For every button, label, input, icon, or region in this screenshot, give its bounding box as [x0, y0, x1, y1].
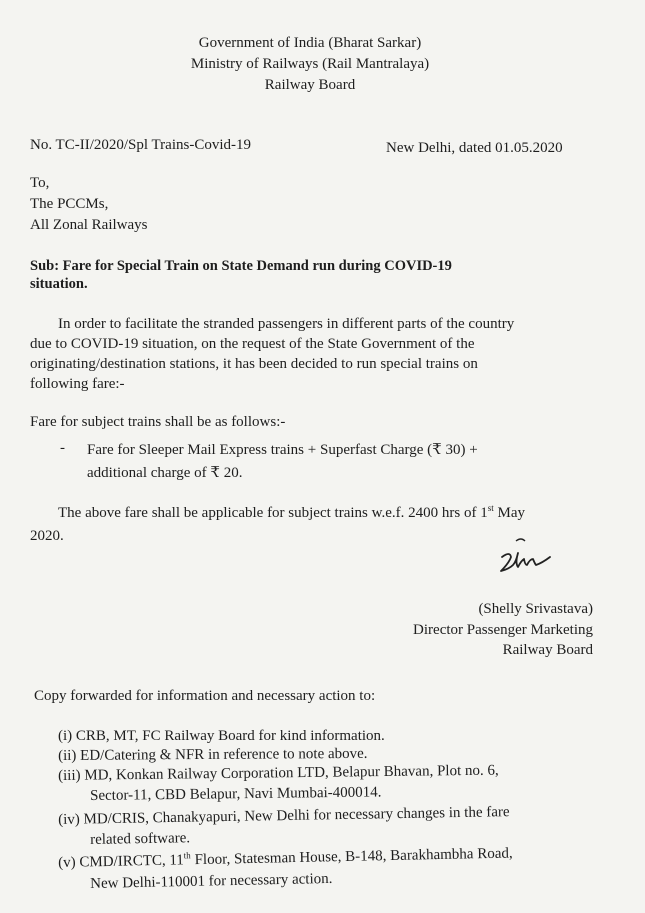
applicable-text: The above fare shall be applicable for subject trains w.e.f. 2400 hrs of 1	[58, 505, 488, 521]
signature-image	[478, 535, 578, 585]
addressee-zonal: All Zonal Railways	[30, 217, 148, 233]
fare-line-1: Fare for Sleeper Mail Express trains + Superfast Charge (₹ 30) +	[87, 442, 478, 458]
signatory-designation: Director Passenger Marketing	[413, 622, 593, 638]
applicable-month: May	[493, 505, 525, 521]
reference-date: New Delhi, dated 01.05.2020	[386, 140, 563, 156]
copy-item-iv-line-1: (iv) MD/CRIS, Chanakyapuri, New Delhi for necessary changes in the fare	[58, 804, 510, 828]
fare-intro: Fare for subject trains shall be as follows:-	[30, 414, 286, 430]
applicable-year: 2020.	[30, 528, 64, 544]
addressee-to: To,	[30, 175, 50, 191]
header-railway-board: Railway Board	[264, 77, 356, 93]
copy-item-v-text-rest: Floor, Statesman House, B-148, Barakhambha Road,	[190, 845, 513, 869]
applicable-superscript: st	[487, 503, 494, 513]
copy-item-iii-line-1: (iii) MD, Konkan Railway Corporation LTD, Belapur Bhavan, Plot no. 6,	[58, 762, 499, 784]
applicable-line	[58, 505, 525, 522]
addressee-pccms: The PCCMs,	[30, 196, 109, 212]
paragraph-1-line-2: due to COVID-19 situation, on the request of the State Government of the	[30, 336, 475, 352]
header-government: Government of India (Bharat Sarkar)	[198, 35, 422, 51]
copy-item-v-text: (v) CMD/IRCTC, 11	[58, 852, 185, 871]
copy-item-iii-line-2: Sector-11, CBD Belapur, Navi Mumbai-400014.	[90, 784, 382, 804]
signature-mark: Slm	[478, 535, 480, 536]
copy-item-v-line-1	[58, 845, 513, 872]
fare-line-2: additional charge of ₹ 20.	[87, 465, 243, 481]
paragraph-1-line-1: In order to facilitate the stranded passengers in different parts of the country	[58, 316, 515, 332]
reference-number: No. TC-II/2020/Spl Trains-Covid-19	[30, 137, 251, 153]
paragraph-1-line-4: following fare:-	[30, 376, 125, 392]
subject-line-2: situation.	[30, 276, 88, 292]
copy-item-i: (i) CRB, MT, FC Railway Board for kind information.	[58, 728, 385, 744]
fare-bullet-dash: -	[60, 440, 65, 456]
copy-item-v-line-2: New Delhi-110001 for necessary action.	[90, 870, 333, 892]
subject-line-1: Sub: Fare for Special Train on State Demand run during COVID-19	[30, 258, 452, 274]
paragraph-1-line-3: originating/destination stations, it has been decided to run special trains on	[30, 356, 478, 372]
header-ministry: Ministry of Railways (Rail Mantralaya)	[190, 56, 430, 72]
signatory-name: (Shelly Srivastava)	[478, 601, 593, 617]
signatory-office: Railway Board	[502, 642, 593, 658]
copy-title: Copy forwarded for information and necessary action to:	[34, 688, 376, 704]
copy-item-v-superscript: th	[183, 850, 191, 861]
copy-item-ii: (ii) ED/Catering & NFR in reference to note above.	[58, 745, 368, 764]
copy-item-iv-line-2: related software.	[90, 830, 191, 848]
